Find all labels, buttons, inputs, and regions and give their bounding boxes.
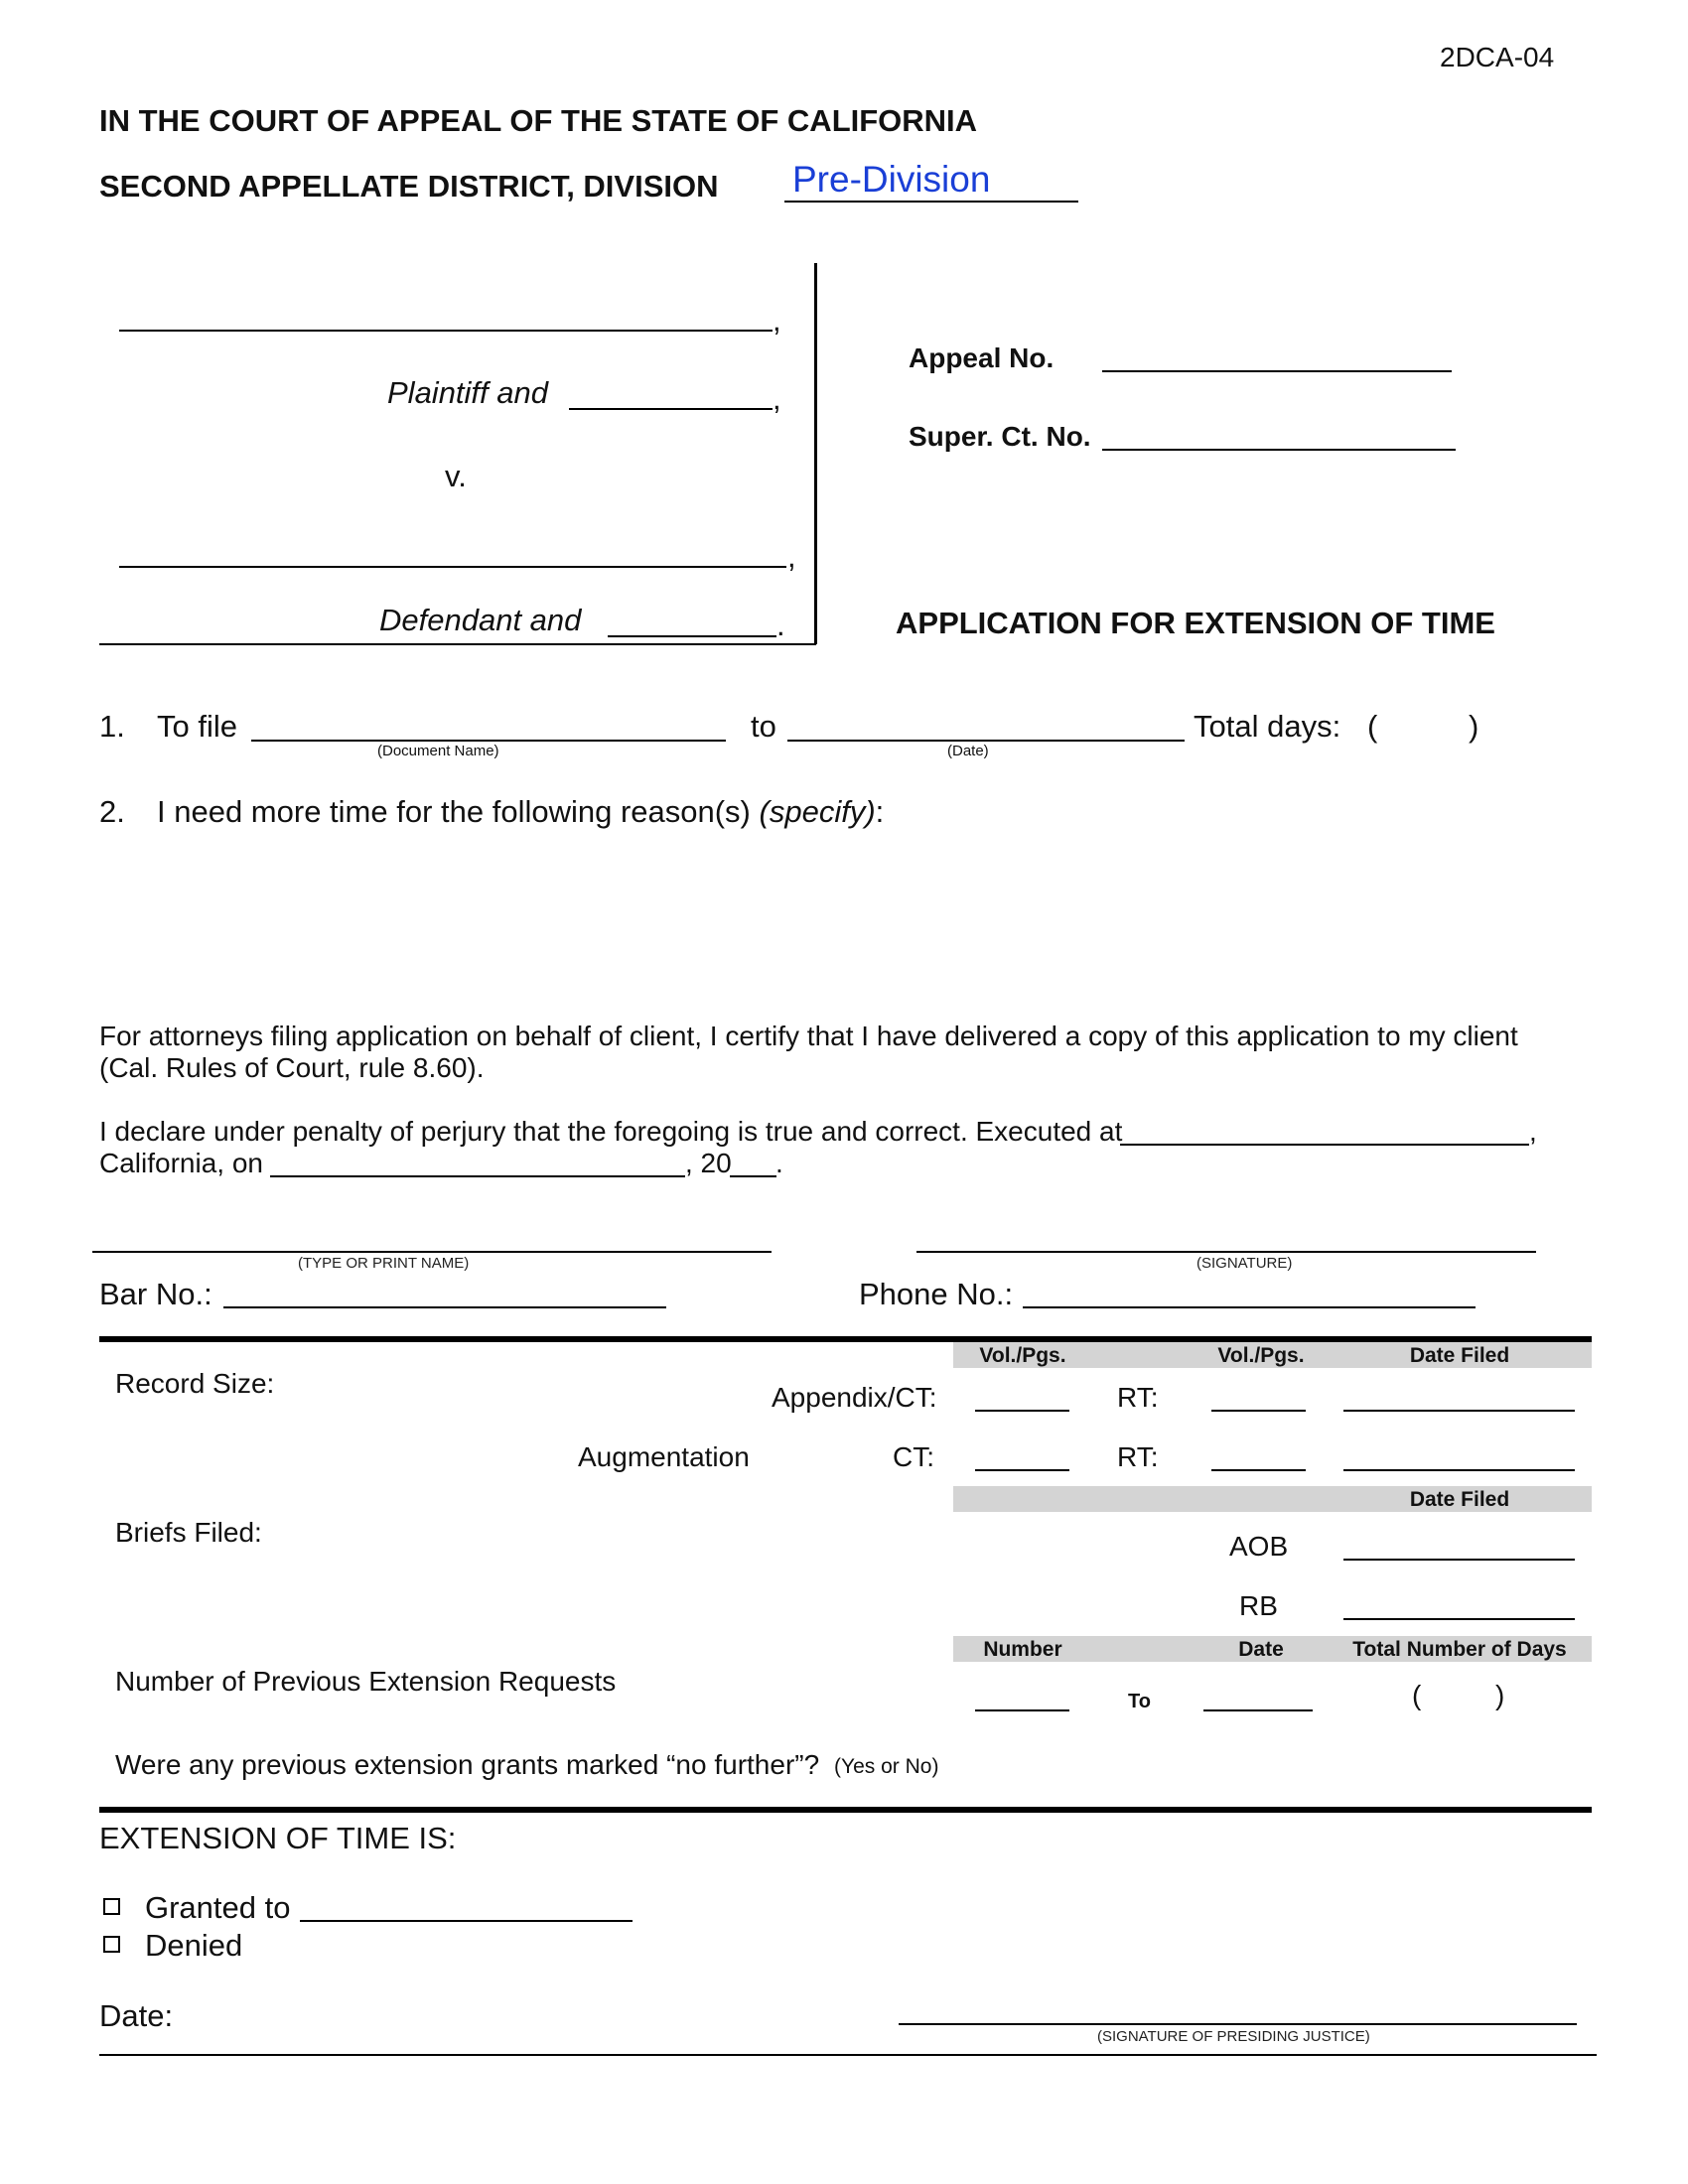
division-underline	[784, 201, 1078, 203]
plaintiff-role-line[interactable]	[569, 408, 773, 410]
previous-to-label: To	[1128, 1691, 1151, 1712]
briefs-date-filed-header: Date Filed	[1409, 1488, 1510, 1511]
certification-line-1: For attorneys filing application on behalf of client, I certify that I have delivered a copy of this application to my client	[99, 1021, 1518, 1051]
item1-number: 1.	[99, 709, 125, 744]
reasons-colon: :	[875, 794, 885, 829]
augmentation-date-filed-field[interactable]	[1343, 1469, 1575, 1471]
plaintiff-name-line[interactable]	[119, 330, 773, 332]
ruling-bottom-rule	[99, 2054, 1597, 2056]
total-days-label: Total days:	[1194, 709, 1341, 744]
extension-date-field[interactable]	[787, 740, 1185, 742]
appeal-no-field[interactable]	[1102, 370, 1452, 372]
reasons-text: I need more time for the following reason(s)	[157, 794, 751, 829]
briefs-filed-label: Briefs Filed:	[115, 1517, 262, 1548]
granted-to-field[interactable]	[300, 1920, 633, 1922]
caption-bottom-rule	[99, 643, 816, 645]
plaintiff-comma: ,	[773, 303, 781, 338]
ruling-top-rule	[99, 1807, 1592, 1813]
document-name-caption: (Document Name)	[377, 743, 499, 759]
appeal-no-label: Appeal No.	[909, 342, 1055, 373]
date-filed-header: Date Filed	[1409, 1344, 1510, 1367]
signature-caption: (SIGNATURE)	[1196, 1255, 1293, 1272]
record-size-label: Record Size:	[115, 1368, 275, 1399]
previous-date-field[interactable]	[1203, 1709, 1313, 1711]
caption-vertical-rule	[814, 263, 817, 644]
defendant-role-period: .	[776, 608, 785, 642]
augmentation-label: Augmentation	[578, 1441, 750, 1472]
rb-label: RB	[1239, 1590, 1278, 1621]
bar-no-label: Bar No.:	[99, 1277, 212, 1311]
signature-line[interactable]	[916, 1251, 1536, 1253]
reasons-textarea[interactable]	[157, 844, 1587, 993]
super-ct-no-label: Super. Ct. No.	[909, 421, 1091, 452]
aob-label: AOB	[1229, 1531, 1289, 1562]
plaintiff-role-comma: ,	[773, 381, 781, 416]
yes-or-no-hint: (Yes or No)	[834, 1755, 939, 1778]
vol-pgs-header-1: Vol./Pgs.	[979, 1344, 1066, 1367]
bar-no-field[interactable]	[223, 1306, 666, 1308]
year-prefix: , 20	[685, 1148, 732, 1178]
reasons-line	[157, 794, 884, 830]
document-name-field[interactable]	[251, 740, 726, 742]
vol-pgs-header-2: Vol./Pgs.	[1217, 1344, 1305, 1367]
phone-no-field[interactable]	[1023, 1306, 1476, 1308]
denied-label: Denied	[145, 1928, 243, 1963]
district-heading: SECOND APPELLATE DISTRICT, DIVISION	[99, 169, 719, 204]
defendant-comma: ,	[787, 539, 796, 574]
total-days-close-paren: )	[1469, 709, 1479, 744]
ruling-heading: EXTENSION OF TIME IS:	[99, 1821, 457, 1855]
executed-at-field[interactable]	[1120, 1144, 1529, 1146]
augmentation-ct-vol-field[interactable]	[975, 1469, 1069, 1471]
total-number-of-days-header: Total Number of Days	[1352, 1638, 1567, 1661]
reasons-specify: (specify)	[759, 794, 876, 829]
granted-checkbox[interactable]	[103, 1898, 120, 1915]
defendant-name-line[interactable]	[119, 566, 786, 568]
california-on-label: California, on	[99, 1148, 263, 1178]
appendix-ct-label: Appendix/CT:	[772, 1382, 937, 1413]
prev-days-open-paren: (	[1412, 1680, 1422, 1710]
rt-vol-field-1[interactable]	[1211, 1410, 1306, 1412]
court-heading: IN THE COURT OF APPEAL OF THE STATE OF CALIFORNIA	[99, 103, 978, 138]
appendix-date-filed-field[interactable]	[1343, 1410, 1575, 1412]
aob-date-field[interactable]	[1343, 1559, 1575, 1561]
date-caption: (Date)	[947, 743, 989, 759]
phone-no-label: Phone No.:	[859, 1277, 1014, 1311]
appendix-ct-vol-field[interactable]	[975, 1410, 1069, 1412]
total-days-open-paren: (	[1367, 709, 1378, 744]
date-header: Date	[1238, 1638, 1284, 1661]
ct-label: CT:	[893, 1441, 934, 1472]
print-name-line[interactable]	[92, 1251, 772, 1253]
rt-label-1: RT:	[1117, 1382, 1159, 1413]
defendant-role-line[interactable]	[608, 635, 776, 637]
form-title: APPLICATION FOR EXTENSION OF TIME	[896, 606, 1495, 640]
executed-date-field[interactable]	[270, 1175, 685, 1177]
declaration-text: I declare under penalty of perjury that the foregoing is true and correct. Executed at	[99, 1116, 1123, 1147]
rt-label-2: RT:	[1117, 1441, 1159, 1472]
item2-number: 2.	[99, 794, 125, 829]
prev-days-close-paren: )	[1495, 1680, 1505, 1710]
plaintiff-label: Plaintiff and	[387, 375, 548, 410]
previous-requests-number-field[interactable]	[975, 1709, 1069, 1711]
year-field[interactable]	[730, 1175, 776, 1177]
executed-at-comma: ,	[1529, 1116, 1537, 1147]
super-ct-no-field[interactable]	[1102, 449, 1456, 451]
ruling-date-label: Date:	[99, 1998, 174, 2033]
justice-signature-line[interactable]	[899, 2023, 1577, 2025]
division-value[interactable]: Pre-Division	[792, 159, 991, 200]
rt-vol-field-2[interactable]	[1211, 1469, 1306, 1471]
certification-line-2: (Cal. Rules of Court, rule 8.60).	[99, 1052, 485, 1083]
rb-date-field[interactable]	[1343, 1618, 1575, 1620]
form-code: 2DCA-04	[1440, 42, 1555, 72]
number-header: Number	[983, 1638, 1062, 1661]
versus: v.	[445, 459, 467, 493]
to-file-label: To file	[157, 709, 237, 744]
year-period: .	[775, 1148, 783, 1178]
defendant-label: Defendant and	[379, 603, 582, 637]
justice-signature-caption: (SIGNATURE OF PRESIDING JUSTICE)	[1097, 2028, 1370, 2045]
to-label: to	[751, 709, 776, 744]
no-further-question: Were any previous extension grants marked “no further”?	[115, 1749, 820, 1780]
previous-requests-label: Number of Previous Extension Requests	[115, 1666, 617, 1697]
denied-checkbox[interactable]	[103, 1936, 120, 1953]
print-name-caption: (TYPE OR PRINT NAME)	[298, 1255, 470, 1272]
granted-label: Granted to	[145, 1890, 291, 1925]
